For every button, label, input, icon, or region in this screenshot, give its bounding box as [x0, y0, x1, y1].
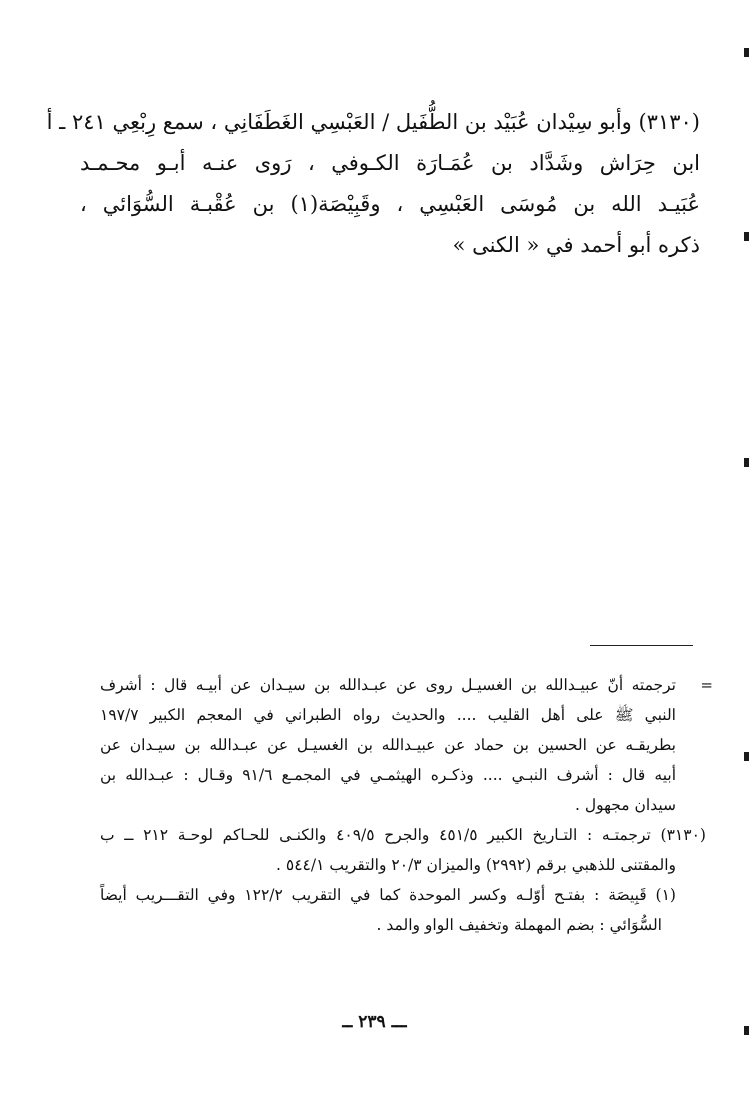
binding-mark	[744, 752, 749, 761]
entry-line-2: ابن حِرَاش وشَدَّاد بن عُمَـارَة الكـوفي ، رَوى عنـه أبـو محـمـد	[80, 151, 700, 175]
footnote-marker: (٣١٣٠)	[660, 826, 706, 844]
biography-entry-3130	[46, 102, 700, 266]
footnotes-section	[100, 670, 713, 940]
entry-line-3: عُبَيـد الله بن مُوسَى العَبْسِي ، وقَبِيْصَة(١) بن عُقْبـة السُّوَائي ،	[80, 192, 700, 216]
footnote-separator	[590, 645, 693, 646]
entry-line-4: ذكره أبو أحمد في « الكنى »	[452, 233, 700, 257]
footnote-line: أبيه قال : أشرف النبـي .... وذكـره الهيثمـي في المجمـع ٩١/٦ وقـال : عبـدالله بن	[100, 766, 676, 784]
footnote-line: ترجمته أنّ عبيـدالله بن الغسيـل روى عن عبـدالله بن سيـدان عن أبيـه قال : أشرف	[100, 676, 676, 694]
footnote-line: سيدان مجهول .	[575, 796, 676, 814]
continuation-marker: =	[700, 676, 713, 694]
footnote-text: ترجمتـه : التـاريخ الكبير ٤٥١/٥ والجرح ٤٠٩/٥ والكنـى للحـاكم لوحـة ٢١٢ ــ ب	[100, 826, 651, 844]
footnote-line	[100, 820, 706, 850]
footnote-line	[100, 880, 676, 910]
binding-mark	[744, 232, 749, 241]
footnote-line: النبي ﷺ على أهل القليب .... والحديث رواه الطبراني في المعجم الكبير ١٩٧/٧	[100, 706, 676, 724]
page-number: ـــ ٢٣٩ ــ	[342, 1012, 407, 1032]
footnote-line: بطريقـه عن الحسين بن حماد عن عبيـدالله بن الغسيـل عن عبـدالله بن سيـدان عن	[100, 736, 676, 754]
entry-line-1: (٣١٣٠) وأبو سِيْدان عُبَيْد بن الطُّفَيل / العَبْسِي الغَطَفَانِي ، سمع رِبْعِي ٢٤١ ـ أ	[46, 110, 700, 134]
binding-mark	[744, 1026, 749, 1035]
footnote-marker: (١)	[655, 886, 676, 904]
footnote-line: السُّوَائي : بضم المهملة وتخفيف الواو والمد .	[376, 916, 662, 934]
footnote-line: والمقتنى للذهبي برقم (٢٩٩٢) والميزان ٢٠/٣ والتقريب ٥٤٤/١ .	[276, 856, 676, 874]
footnote-entry-3130	[100, 820, 706, 880]
footnote-text: قَبِيصَة : بفتـح أوّلـه وكسر الموحدة كما في التقريب ١٢٢/٢ وفي التقـــريب أيضاً	[100, 886, 647, 904]
footnote-1	[100, 880, 706, 940]
binding-mark	[744, 48, 749, 57]
binding-mark	[744, 458, 749, 467]
footnote-continuation	[100, 670, 713, 820]
